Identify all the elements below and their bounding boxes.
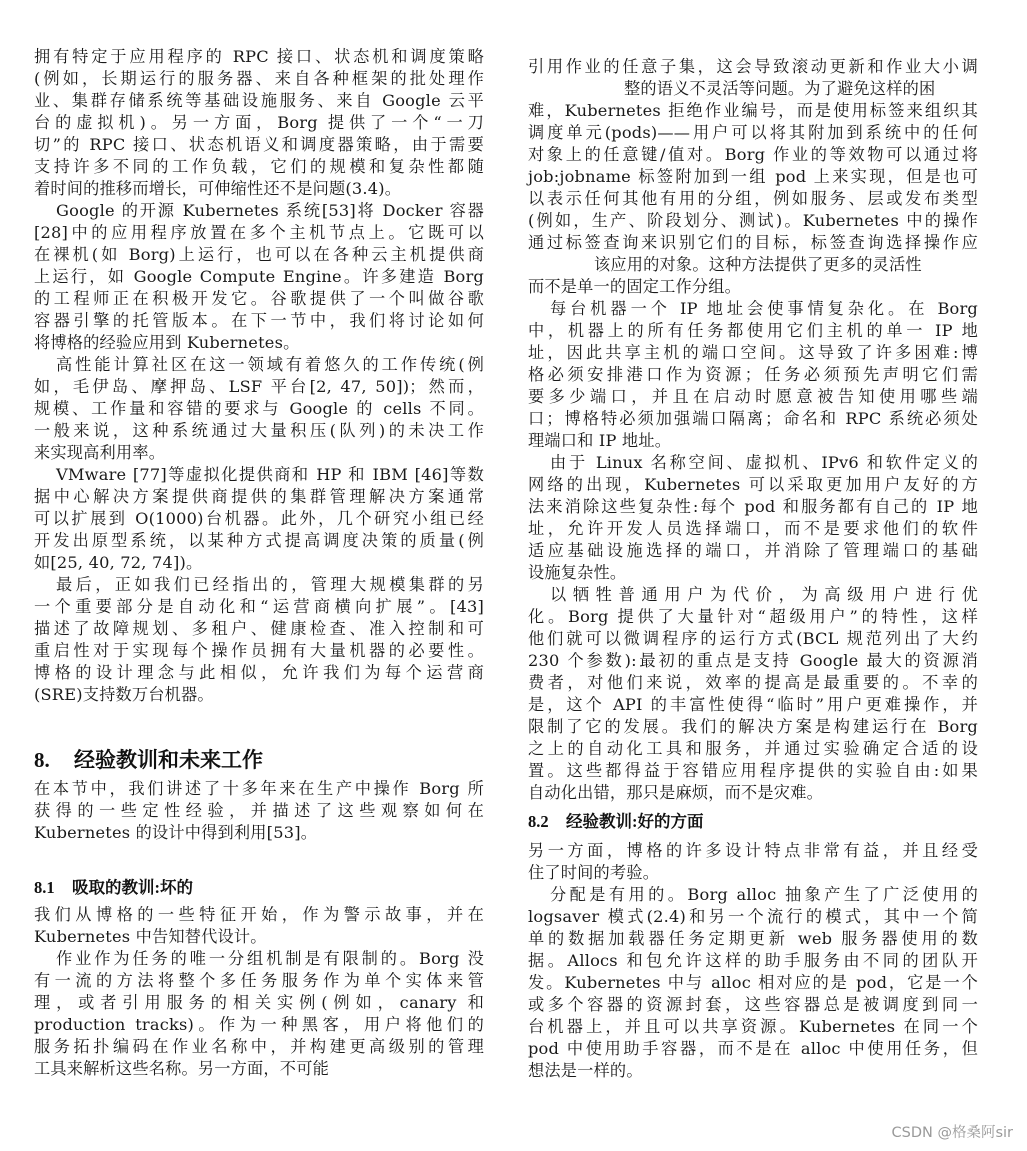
text-line: 开发出原型系统，以某种方式提高调度决策的质量(例	[34, 531, 484, 550]
text-line: 最后，正如我们已经指出的，管理大规模集群的另	[56, 575, 484, 594]
text-line: 容器引擎的托管版本。在下一节中，我们将讨论如何	[34, 311, 484, 330]
subsection-title: 吸取的教训:坏的	[72, 878, 193, 897]
text-line: 自动化出错，那只是麻烦，而不是灾难。	[528, 783, 823, 802]
text-line: 切”的 RPC 接口、状态机语义和调度器策略，由于需要	[34, 135, 484, 154]
text-line: 一个重要部分是自动化和“运营商横向扩展”。[43]	[34, 597, 484, 616]
section-title: 经验教训和未来工作	[74, 748, 263, 772]
text-line: 化。Borg 提供了大量针对“超级用户”的特性，这样	[528, 607, 978, 626]
text-line: 的工程师正在积极开发它。谷歌提供了一个叫做谷歌	[34, 289, 484, 308]
text-line: 址，允许开发人员选择端口，而不是要求他们的软件	[528, 519, 978, 538]
text-line: 中，机器上的所有任务都使用它们主机的单一 IP 地	[528, 321, 978, 340]
text-line: 调度单元(pods)——用户可以将其附加到系统中的任何	[528, 123, 978, 142]
text-line: 工具来解析这些名称。另一方面，不可能	[34, 1059, 329, 1078]
text-line: production tracks)。作为一种黑客，用户将他们的	[34, 1015, 484, 1034]
text-line: 博格的设计理念与此相似，允许我们为每个运营商	[34, 663, 484, 682]
text-line: logsaver 模式(2.4)和另一个流行的模式，其中一个简	[528, 907, 978, 926]
text-line: 拥有特定于应用程序的 RPC 接口、状态机和调度策略	[34, 47, 484, 66]
text-line: 如[25, 40, 72, 74])。	[34, 553, 203, 572]
text-line: 台机器上，并且可以共享资源。Kubernetes 在同一个	[528, 1017, 978, 1036]
text-line: 通过标签查询来识别它们的目标，标签查询选择操作应	[528, 233, 978, 252]
text-line: 法来消除这些复杂性:每个 pod 和服务都有自己的 IP 地	[528, 497, 978, 516]
text-line: 分配是有用的。Borg alloc 抽象产生了广泛使用的	[550, 885, 978, 904]
text-line: Kubernetes 的设计中得到利用[53]。	[34, 823, 318, 842]
text-line: VMware [77]等虚拟化提供商和 HP 和 IBM [46]等数	[56, 465, 484, 484]
text-line: 我们从博格的一些特征开始，作为警示故事，并在	[34, 905, 484, 924]
text-line: 如，毛伊岛、摩押岛、LSF 平台[2, 47, 50])；然而，	[34, 377, 484, 396]
text-line: 要多少端口，并且在启动时愿意被告知使用哪些端	[528, 387, 978, 406]
text-line: 在裸机(如 Borg)上运行，也可以在各种云主机提供商	[34, 245, 484, 264]
text-line: 之上的自动化工具和服务，并通过实验确定合适的设	[528, 739, 978, 758]
text-line: 规模、工作量和容错的要求与 Google 的 cells 不同。	[34, 399, 484, 418]
text-line: 在本节中，我们讲述了十多年来在生产中操作 Borg 所	[34, 779, 484, 798]
text-line: 另一方面，博格的许多设计特点非常有益，并且经受	[528, 841, 978, 860]
section-heading	[34, 744, 263, 774]
text-line: 来实现高利用率。	[34, 443, 166, 462]
text-line: 对象上的任意键/值对。Borg 作业的等效物可以通过将	[528, 145, 978, 164]
text-line: 适应基础设施选择的端口，并消除了管理端口的基础	[528, 541, 978, 560]
text-line: 理端口和 IP 地址。	[528, 431, 672, 450]
text-line: 难，Kubernetes 拒绝作业编号，而是使用标签来组织其	[528, 101, 978, 120]
text-line: 以牺牲普通用户为代价，为高级用户进行优	[550, 585, 978, 604]
text-line: 格必须安排港口作为资源；任务必须预先声明它们需	[528, 365, 978, 384]
text-line: Google 的开源 Kubernetes 系统[53]将 Docker 容器	[56, 201, 484, 220]
text-line: 每台机器一个 IP 地址会使事情复杂化。在 Borg	[550, 299, 978, 318]
text-line: 支持许多不同的工作负载，它们的规模和复杂性都随	[34, 157, 484, 176]
text-line: [28]中的应用程序放置在多个主机节点上。它既可以	[34, 223, 484, 242]
subsection-title: 经验教训:好的方面	[566, 812, 704, 831]
text-line: 而不是单一的固定工作分组。	[528, 277, 742, 296]
text-line: 理，或者引用服务的相关实例(例如，canary 和	[34, 993, 484, 1012]
text-line: 或多个容器的资源封套，这些容器总是被调度到同一	[528, 995, 978, 1014]
text-line: (例如，长期运行的服务器、来自各种框架的批处理作	[34, 69, 484, 88]
text-line: 发。Kubernetes 中与 alloc 相对应的是 pod，它是一个	[528, 973, 978, 992]
text-line: 以表示任何其他有用的分组，例如服务、层或发布类型	[528, 189, 978, 208]
subsection-number: 8.2	[528, 812, 549, 831]
text-line: 住了时间的考验。	[528, 863, 660, 882]
text-line: 可以扩展到 O(1000)台机器。此外，几个研究小组已经	[34, 509, 484, 528]
text-line: 台的虚拟机)。另一方面，Borg 提供了一个“一刀	[34, 113, 484, 132]
subsection-heading	[34, 874, 193, 898]
text-line: 置。这些都得益于容错应用程序提供的实验自由:如果	[528, 761, 978, 780]
text-line: 着时间的推移而增长，可伸缩性还不是问题(3.4)。	[34, 179, 402, 198]
subsection-number: 8.1	[34, 878, 55, 897]
text-line: 址，因此共享主机的端口空间。这导致了许多困难:博	[528, 343, 978, 362]
text-line: 单的数据加载器任务定期更新 web 服务器使用的数	[528, 929, 978, 948]
text-line: 是，这个 API 的丰富性使得“临时”用户更难操作，并	[528, 695, 978, 714]
text-line: 作业作为任务的唯一分组机制是有限制的。Borg 没	[56, 949, 484, 968]
text-line: 网络的出现，Kubernetes 可以采取更加用户友好的方	[528, 475, 978, 494]
text-line: 口；博格特必须加强端口隔离；命名和 RPC 系统必须处	[528, 409, 978, 428]
text-line: pod 中使用助手容器，而不是在 alloc 中使用任务，但	[528, 1039, 978, 1058]
text-line: 整的语义不灵活等问题。为了避免这样的困	[624, 79, 936, 98]
text-line: 230 个参数):最初的重点是支持 Google 最大的资源消	[528, 651, 978, 670]
text-line: 一般来说，这种系统通过大量积压(队列)的未决工作	[34, 421, 484, 440]
text-line: 重启性对于实现每个操作员拥有大量机器的必要性。	[34, 641, 484, 660]
text-line: job:jobname 标签附加到一组 pod 上来实现，但是也可	[528, 167, 978, 186]
text-line: 他们就可以微调程序的运行方式(BCL 规范列出了大约	[528, 629, 978, 648]
text-line: 高性能计算社区在这一领域有着悠久的工作传统(例	[56, 355, 484, 374]
text-line: 将博格的经验应用到 Kubernetes。	[34, 333, 300, 352]
text-line: 限制了它的发展。我们的解决方案是构建运行在 Borg	[528, 717, 978, 736]
text-line: 服务拓扑编码在作业名称中，并构建更高级别的管理	[34, 1037, 484, 1056]
text-line: 上运行，如 Google Compute Engine。许多建造 Borg	[34, 267, 484, 286]
text-line: 描述了故障规划、多租户、健康检查、准入控制和可	[34, 619, 484, 638]
section-number: 8.	[34, 748, 50, 772]
text-line: 设施复杂性。	[528, 563, 627, 582]
text-line: (SRE)支持数万台机器。	[34, 685, 214, 704]
text-line: 业、集群存储系统等基础设施服务、来自 Google 云平	[34, 91, 484, 110]
text-line: 据。Allocs 和包允许这样的助手服务由不同的团队开	[528, 951, 978, 970]
csdn-watermark: CSDN @格桑阿sir	[891, 1125, 1013, 1141]
text-line: 有一流的方法将整个多任务服务作为单个实体来管	[34, 971, 484, 990]
text-line: 由于 Linux 名称空间、虚拟机、IPv6 和软件定义的	[550, 453, 978, 472]
text-line: Kubernetes 中告知替代设计。	[34, 927, 267, 946]
text-line: 据中心解决方案提供商提供的集群管理解决方案通常	[34, 487, 484, 506]
text-line: 获得的一些定性经验，并描述了这些观察如何在	[34, 801, 484, 820]
text-line: 想法是一样的。	[528, 1061, 643, 1080]
text-line: 费者，对他们来说，效率的提高是最重要的。不幸的	[528, 673, 978, 692]
text-line: (例如，生产、阶段划分、测试)。Kubernetes 中的操作	[528, 211, 978, 230]
text-line: 引用作业的任意子集，这会导致滚动更新和作业大小调	[528, 57, 978, 76]
subsection-heading	[528, 808, 704, 832]
text-line: 该应用的对象。这种方法提供了更多的灵活性	[594, 255, 922, 274]
